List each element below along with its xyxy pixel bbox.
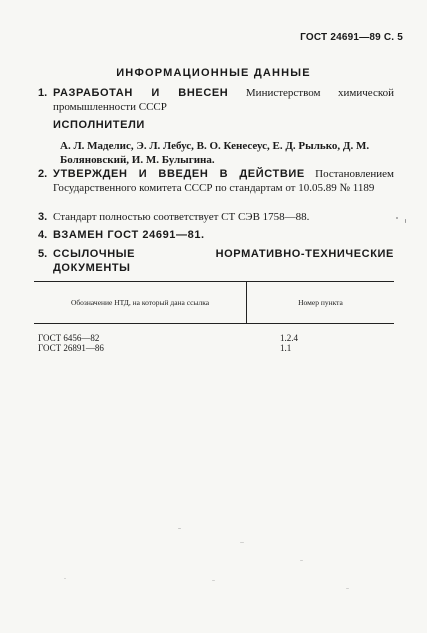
section-text: Постановлением Государственного комитета СССР по стандартам от 10.05.89 № 1189 — [53, 168, 394, 194]
table-row — [34, 333, 394, 343]
column-header-document: Обозначение НТД, на который дана ссылка — [34, 282, 247, 323]
scan-speck — [212, 580, 215, 581]
section-number: 1. — [38, 87, 48, 99]
section-text: Стандарт полностью соответствует СТ СЭВ 1758—88. — [53, 211, 310, 223]
scan-speck — [300, 560, 303, 561]
section-number: 3. — [38, 211, 48, 223]
table-cell-document: ГОСТ 6456—82 — [38, 333, 100, 343]
section-number: 4. — [38, 229, 48, 241]
section-heading: УТВЕРЖДЕН И ВВЕДЕН В ДЕЙСТВИЕ — [53, 168, 305, 180]
section-heading: ВЗАМЕН ГОСТ 24691—81. — [53, 229, 205, 241]
scan-speck — [346, 588, 349, 589]
section-2 — [38, 167, 394, 195]
table-row — [34, 343, 394, 353]
scan-speck — [64, 578, 66, 579]
scan-speck — [240, 542, 244, 543]
scan-speck — [178, 528, 181, 529]
section-heading: ССЫЛОЧНЫЕ НОРМАТИВНО-ТЕХНИЧЕСКИЕ ДОКУМЕНТЫ — [53, 248, 394, 274]
references-table — [34, 281, 394, 353]
section-4 — [38, 228, 394, 242]
column-header-clause: Номер пункта — [298, 298, 343, 307]
section-5 — [38, 247, 394, 275]
table-cell-document: ГОСТ 26891—86 — [38, 343, 104, 353]
performers-block — [38, 118, 394, 132]
page-title: ИНФОРМАЦИОННЫЕ ДАННЫЕ — [116, 67, 311, 79]
scan-speck — [405, 219, 406, 223]
scan-speck — [396, 217, 398, 219]
section-1 — [38, 86, 394, 114]
performers-list: А. Л. Маделис, Э. Л. Лебус, В. О. Кенесеус, Е. Д. Рылько, Д. М. Боляновский, И. М. Булыгина. — [60, 140, 370, 166]
section-number: 5. — [38, 248, 48, 260]
section-heading: РАЗРАБОТАН И ВНЕСЕН — [53, 87, 229, 99]
section-3 — [38, 210, 394, 224]
page-header: ГОСТ 24691—89 С. 5 — [300, 32, 403, 43]
table-cell-clause: 1.1 — [280, 343, 292, 353]
table-header — [34, 282, 394, 324]
section-text: Министерством химической промышленности СССР — [53, 87, 394, 113]
performers-heading: ИСПОЛНИТЕЛИ — [53, 119, 145, 131]
table-cell-clause: 1.2.4 — [280, 333, 298, 343]
section-number: 2. — [38, 168, 48, 180]
